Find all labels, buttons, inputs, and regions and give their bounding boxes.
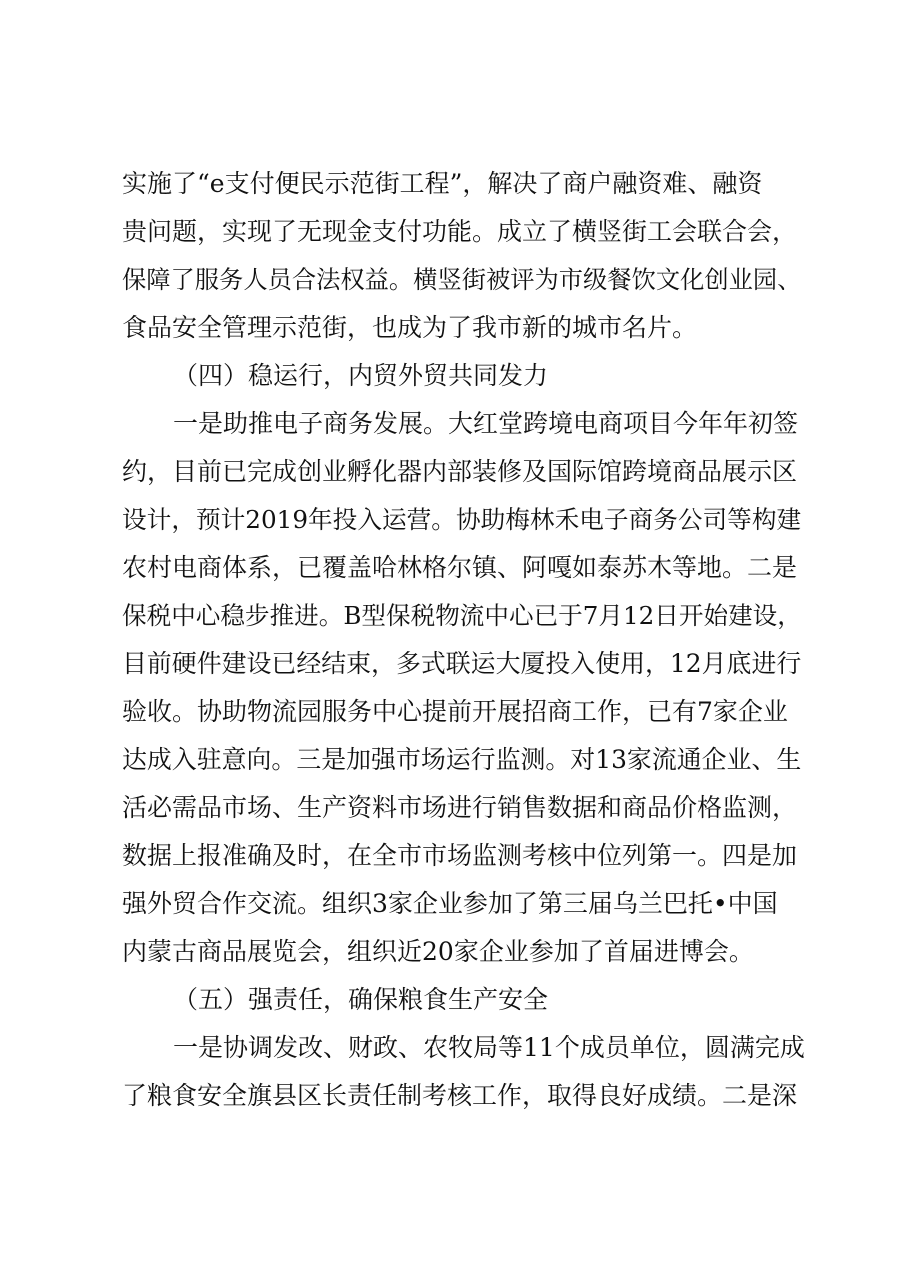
body-text-line: 达成入驻意向。三是加强市场运行监测。对13家流通企业、生 — [122, 745, 802, 774]
body-text-line: 贵问题，实现了无现金支付功能。成立了横竖街工会联合会， — [122, 217, 798, 246]
body-text-line: 约，目前已完成创业孵化器内部装修及国际馆跨境商品展示区 — [122, 457, 798, 486]
body-text-line: 强外贸合作交流。组织3家企业参加了第三届乌兰巴托•中国 — [122, 889, 778, 918]
body-text-line: 一是协调发改、财政、农牧局等11个成员单位，圆满完成 — [173, 1033, 805, 1062]
body-text-line: 一是助推电子商务发展。大红堂跨境电商项目今年年初签 — [173, 409, 799, 438]
body-text-line: 了粮食安全旗县区长责任制考核工作，取得良好成绩。二是深 — [122, 1081, 798, 1110]
body-text-line: 保障了服务人员合法权益。横竖街被评为市级餐饮文化创业园、 — [122, 265, 802, 294]
section-heading: （五）强责任，确保粮食生产安全 — [173, 985, 549, 1014]
body-text-line: 保税中心稳步推进。B型保税物流中心已于7月12日开始建设， — [122, 601, 802, 630]
body-text-line: 实施了“e支付便民示范街工程”，解决了商户融资难、融资 — [122, 169, 763, 198]
body-text-line: 食品安全管理示范街，也成为了我市新的城市名片。 — [122, 313, 698, 342]
section-heading: （四）稳运行，内贸外贸共同发力 — [173, 361, 549, 390]
body-text-line: 活必需品市场、生产资料市场进行销售数据和商品价格监测， — [122, 793, 798, 822]
body-text-line: 数据上报准确及时，在全市市场监测考核中位列第一。四是加 — [122, 841, 798, 870]
body-text-line: 内蒙古商品展览会，组织近20家企业参加了首届进博会。 — [122, 937, 754, 966]
body-text-line: 农村电商体系，已覆盖哈林格尔镇、阿嘎如泰苏木等地。二是 — [122, 553, 798, 582]
body-text-line: 设计，预计2019年投入运营。协助梅林禾电子商务公司等构建 — [122, 505, 802, 534]
body-text-line: 验收。协助物流园服务中心提前开展招商工作，已有7家企业 — [122, 697, 788, 726]
body-text-line: 目前硬件建设已经结束，多式联运大厦投入使用，12月底进行 — [122, 649, 802, 678]
